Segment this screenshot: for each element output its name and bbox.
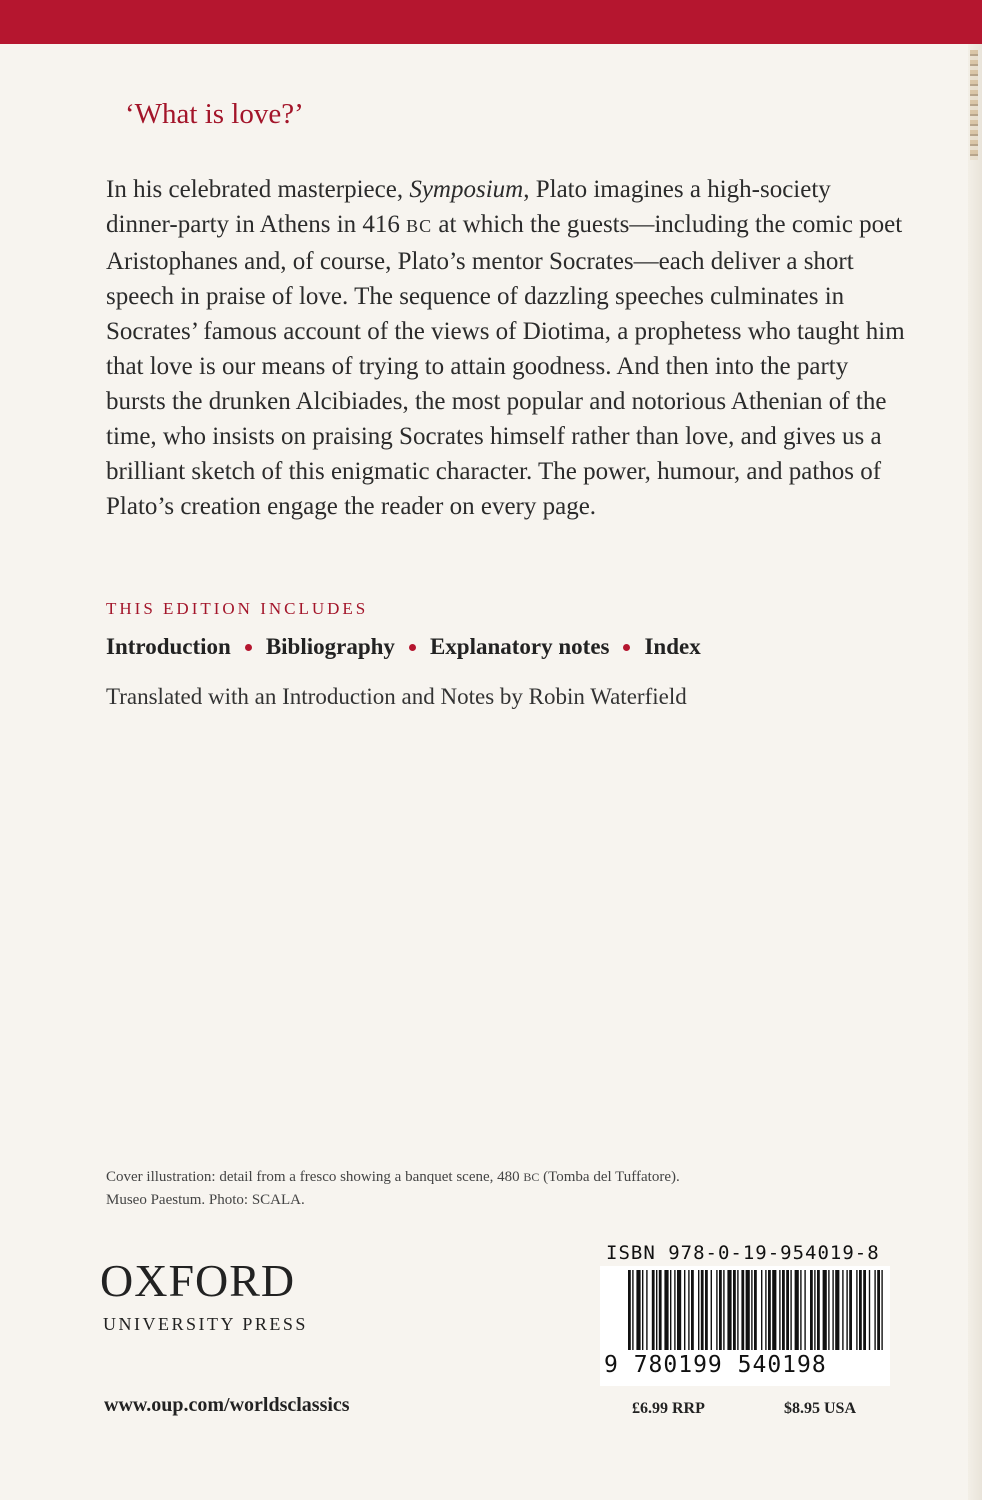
publisher-website: www.oup.com/worldsclassics: [104, 1394, 350, 1416]
edition-item-introduction: Introduction: [106, 634, 231, 659]
isbn-label: ISBN 978-0-19-954019-8: [606, 1242, 880, 1264]
edition-item-explanatory-notes: Explanatory notes: [429, 634, 610, 659]
bullet-separator-icon: [409, 644, 416, 651]
blurb-era: BC: [406, 216, 433, 236]
isbn-barcode-icon: [628, 1270, 886, 1350]
blurb-paragraph: [106, 172, 906, 524]
blurb-text-part1: In his celebrated masterpiece,: [106, 176, 410, 203]
publisher-logo: [100, 1255, 308, 1335]
edition-includes-list: [106, 634, 701, 660]
edition-includes-heading: THIS EDITION INCLUDES: [106, 599, 369, 618]
bullet-separator-icon: [245, 644, 252, 651]
bullet-separator-icon: [623, 644, 630, 651]
blurb-text-part3: at which the guests—including the comic poet Aristophanes and, of course, Plato’s mentor Socrates—each deliver a short speech in praise of love. The sequence of dazzling speeches culminates in Socrates’ famous account of the views of Diotima, a prophetess who taught him that love is our means of trying to attain goodness. And then into the party bursts the drunken Alcibiades, the most popular and notorious Athenian of the time, who insists on praising Socrates himself rather than love, and gives us a brilliant sketch of this enigmatic character. The power, humour, and pathos of Plato’s creation engage the reader on every page.: [106, 211, 905, 520]
publisher-subname: UNIVERSITY PRESS: [103, 1314, 308, 1334]
price-us: $8.95 USA: [784, 1400, 857, 1417]
credit-line1-a: Cover illustration: detail from a fresco showing a banquet scene, 480: [106, 1169, 524, 1185]
cover-illustration-credit: [106, 1166, 680, 1212]
blurb-text-part2: , Plato imagines a high-society dinner-party in Athens in 416: [106, 176, 831, 238]
credit-line2: Museo Paestum. Photo: SCALA.: [106, 1192, 305, 1208]
price-uk: £6.99 RRP: [632, 1400, 705, 1417]
edition-item-bibliography: Bibliography: [265, 634, 395, 659]
publisher-name: OXFORD: [100, 1255, 296, 1306]
spine-edge: [968, 44, 982, 1500]
credit-line1-b: (Tomba del Tuffatore).: [539, 1169, 680, 1185]
barcode-digits: 9 780199 540198: [604, 1350, 890, 1378]
top-red-band: [0, 0, 982, 44]
headline: ‘What is love?’: [125, 98, 304, 130]
translator-credit: Translated with an Introduction and Notes by Robin Waterfield: [106, 684, 687, 709]
spine-strip-decoration: [970, 50, 978, 160]
credit-era: BC: [523, 1170, 540, 1184]
blurb-book-title: Symposium: [409, 176, 524, 203]
edition-item-index: Index: [644, 634, 701, 659]
